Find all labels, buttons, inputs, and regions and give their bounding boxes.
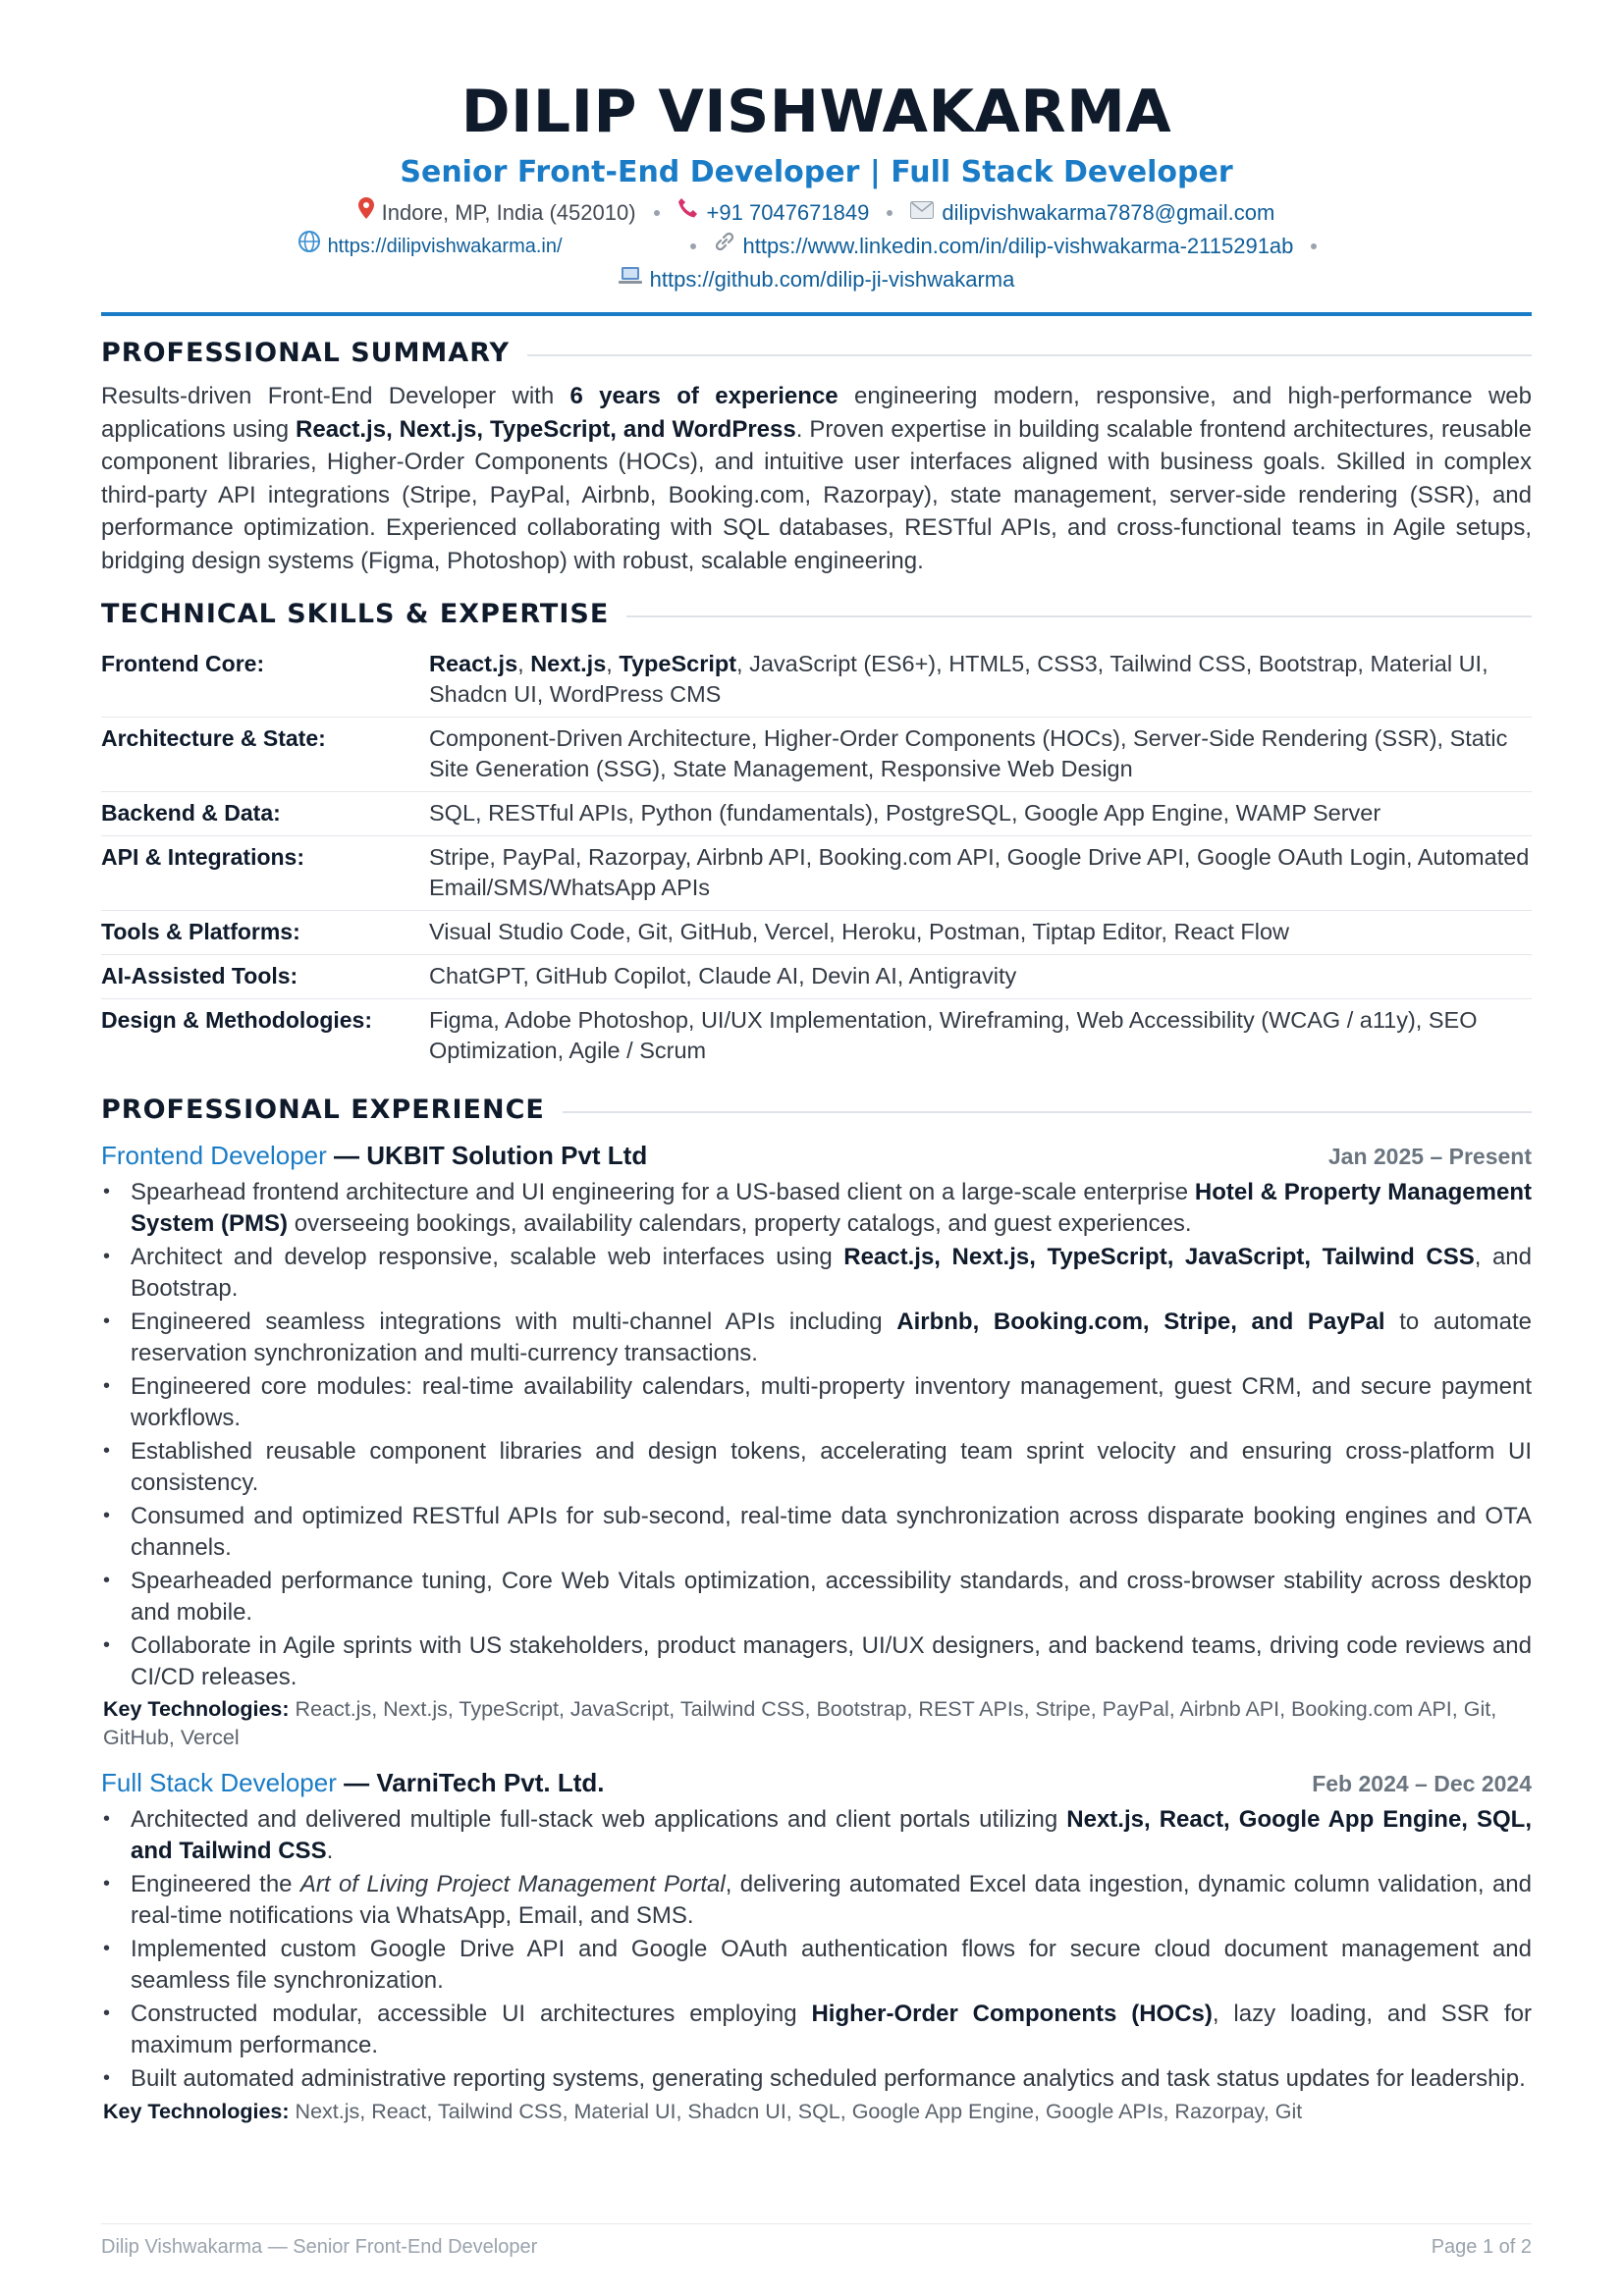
page-number: Page 1 of 2 [1431, 2236, 1532, 2258]
bullet-text [131, 1999, 1532, 2060]
bullet-item [101, 1869, 1532, 1931]
bullet-marker: • [103, 1310, 111, 1332]
website-link[interactable]: https://dilipvishwakarma.in/ [327, 236, 563, 257]
bullet-text [131, 1804, 1532, 1866]
summary-emphasis: 6 years of experience [569, 383, 839, 409]
job-bullets [101, 1804, 1532, 2095]
bullet-segment: Higher-Order Components (HOCs) [811, 2001, 1213, 2027]
bullet-marker: • [103, 1181, 111, 1202]
candidate-name: DILIP VISHWAKARMA [460, 78, 1172, 146]
bullet-segment: Established reusable component libraries and design tokens, accelerating team sprint velocity and ensuring cross-platform UI consistency. [131, 1438, 1532, 1496]
link-icon [714, 230, 735, 263]
contact-row-2 [101, 230, 1532, 263]
location-text: Indore, MP, India (452010) [381, 200, 636, 225]
job-company: — UKBIT Solution Pvt Ltd [326, 1141, 648, 1170]
section-rule [527, 354, 1532, 356]
bullet-marker: • [103, 1505, 111, 1526]
skill-text: Visual Studio Code, Git, GitHub, Vercel, Heroku, Postman, Tiptap Editor, React Flow [429, 919, 1290, 944]
job-company: — VarniTech Pvt. Ltd. [336, 1768, 605, 1797]
pin-icon [358, 196, 374, 230]
linkedin-item[interactable] [714, 230, 1294, 263]
contact-row-3 [101, 263, 1532, 296]
bullet-item [101, 1307, 1532, 1368]
bullet-marker: • [103, 1873, 111, 1895]
job-bullets [101, 1177, 1532, 1692]
bullet-segment: Engineered the [131, 1871, 300, 1897]
github-link[interactable]: https://github.com/dilip-ji-vishwakarma [649, 267, 1015, 292]
skill-label: Design & Methodologies: [101, 1007, 372, 1033]
summary-title: PROFESSIONAL SUMMARY [101, 338, 511, 368]
skill-value [429, 842, 1532, 903]
globe-icon [298, 230, 320, 263]
bullet-segment: Hotel & Property Management System (PMS) [131, 1179, 1532, 1237]
skill-row [101, 718, 1532, 792]
bullet-marker: • [103, 1246, 111, 1267]
bullet-segment: . [326, 1837, 334, 1864]
skill-row [101, 955, 1532, 999]
linkedin-link[interactable]: https://www.linkedin.com/in/dilip-vishwakarma-2115291ab [742, 234, 1294, 258]
key-technologies-label: Key Technologies: [103, 2099, 290, 2123]
bullet-segment: React.js, Next.js, TypeScript, JavaScript, Tailwind CSS [843, 1244, 1475, 1270]
bullet-marker: • [103, 2002, 111, 2024]
bullet-text [131, 1436, 1532, 1498]
job-role: Frontend Developer [101, 1141, 327, 1170]
bullet-segment: Engineered seamless integrations with multi-channel APIs including [131, 1308, 897, 1335]
job-dates: Feb 2024 – Dec 2024 [1312, 1771, 1532, 1796]
bullet-marker: • [103, 1375, 111, 1397]
bullet-marker: • [103, 2067, 111, 2089]
footer-left: Dilip Vishwakarma — Senior Front-End Developer [101, 2236, 538, 2258]
skill-label: Backend & Data: [101, 800, 281, 826]
skill-row [101, 792, 1532, 836]
phone-link[interactable]: +91 7047671849 [706, 200, 870, 225]
job-title [101, 1768, 604, 1798]
skill-value [429, 798, 1532, 828]
bullet-segment: Architected and delivered multiple full-stack web applications and client portals utilizing [131, 1806, 1067, 1833]
bullet-item [101, 1177, 1532, 1239]
skill-value [429, 961, 1532, 991]
skill-label: API & Integrations: [101, 844, 305, 870]
bullet-item [101, 2063, 1532, 2095]
skill-label: AI-Assisted Tools: [101, 963, 298, 988]
bullet-segment: Spearhead frontend architecture and UI engineering for a US-based client on a large-scale enterprise [131, 1179, 1195, 1205]
github-item[interactable] [619, 263, 1015, 296]
section-rule [563, 1111, 1532, 1113]
bullet-segment: Art of Living Project Management Portal [299, 1871, 726, 1897]
bullet-item [101, 1804, 1532, 1866]
key-technologies-list: React.js, Next.js, TypeScript, JavaScript, Tailwind CSS, Bootstrap, REST APIs, Stripe, PayPal, Airbnb API, Booking.com API, Git, GitHub, Vercel [103, 1697, 1497, 1749]
job-role: Full Stack Developer [101, 1768, 337, 1797]
skill-text: Figma, Adobe Photoshop, UI/UX Implementation, Wireframing, Web Accessibility (WCAG / a11y), SEO Optimization, Agile / Scrum [429, 1007, 1478, 1063]
summary-text: . Proven expertise in building scalable frontend architectures, reusable component libraries, Higher-Order Components (HOCs), and intuitive user interfaces aligned with business goals. Skilled in complex third-party API integrations (Stripe, PayPal, Airbnb, Booking.com, Razorpay), state management, server-side rendering (SSR), and performance optimization. Experienced collaborating with SQL databases, RESTful APIs, and cross-functional teams in Agile setups, bridging design systems (Figma, Photoshop) with robust, scalable engineering. [101, 415, 1533, 574]
website-item[interactable] [298, 230, 563, 263]
key-technologies [101, 1695, 1532, 1752]
email-item[interactable] [910, 196, 1274, 230]
skill-row [101, 836, 1532, 911]
skill-row [101, 999, 1532, 1073]
skill-text: Stripe, PayPal, Razorpay, Airbnb API, Booking.com API, Google Drive API, Google OAuth Login, Automated Email/SMS/WhatsApp APIs [429, 844, 1530, 900]
bullet-text [131, 1934, 1532, 1996]
candidate-title: Senior Front-End Developer | Full Stack Developer [400, 155, 1233, 189]
bullet-segment: Next.js, React, Google App Engine, SQL, and Tailwind CSS [131, 1806, 1532, 1864]
key-technologies-list: Next.js, React, Tailwind CSS, Material UI, Shadcn UI, SQL, Google App Engine, Google APIs, Razorpay, Git [289, 2099, 1303, 2123]
bullet-text [131, 1630, 1532, 1692]
contact-row-1 [101, 196, 1532, 230]
bullet-item [101, 1501, 1532, 1563]
skill-label: Frontend Core: [101, 651, 265, 676]
skill-text: ChatGPT, GitHub Copilot, Claude AI, Devin AI, Antigravity [429, 963, 1017, 988]
email-link[interactable]: dilipvishwakarma7878@gmail.com [942, 200, 1275, 225]
bullet-segment: , lazy loading, and SSR for maximum performance. [131, 2001, 1533, 2058]
bullet-segment: to automate reservation synchronization and multi-currency transactions. [131, 1308, 1532, 1366]
job-title [101, 1141, 647, 1171]
separator-dot [690, 243, 696, 249]
bullet-segment: Engineered core modules: real-time availability calendars, multi-property inventory management, guest CRM, and secure payment workflows. [131, 1373, 1532, 1431]
bullet-segment: Implemented custom Google Drive API and Google OAuth authentication flows for secure cloud document management and seamless file synchronization. [131, 1936, 1532, 1994]
bullet-text [131, 1307, 1532, 1368]
skill-value [429, 917, 1532, 947]
bullet-item [101, 1999, 1532, 2060]
skill-row [101, 643, 1532, 718]
skill-emphasis: React.js [429, 651, 518, 676]
bullet-segment: Airbnb, Booking.com, Stripe, and PayPal [896, 1308, 1385, 1335]
job-dates: Jan 2025 – Present [1327, 1144, 1532, 1169]
skill-emphasis: TypeScript [619, 651, 737, 676]
bullet-text [131, 1371, 1532, 1433]
skill-text: , JavaScript (ES6+), HTML5, CSS3, Tailwind CSS, Bootstrap, Material UI, Shadcn UI, WordPress CMS [429, 651, 1488, 707]
mail-icon [910, 196, 934, 230]
skill-value [429, 723, 1532, 784]
bullet-marker: • [103, 1440, 111, 1462]
job-header [101, 1768, 1532, 1798]
skills-title: TECHNICAL SKILLS & EXPERTISE [101, 599, 610, 629]
bullet-segment: , delivering automated Excel data ingestion, dynamic column validation, and real-time notifications via WhatsApp, Email, and SMS. [131, 1871, 1532, 1929]
header-divider [101, 312, 1532, 316]
phone-item[interactable] [677, 196, 870, 230]
resume-page [101, 0, 1532, 2126]
bullet-segment: Built automated administrative reporting systems, generating scheduled performance analytics and task status updates for leadership. [131, 2065, 1526, 2092]
job-header [101, 1141, 1532, 1171]
bullet-segment: Collaborate in Agile sprints with US stakeholders, product managers, UI/UX designers, and backend teams, driving code reviews and CI/CD releases. [131, 1632, 1532, 1690]
skill-row [101, 911, 1532, 955]
bullet-marker: • [103, 1570, 111, 1591]
skill-text: SQL, RESTful APIs, Python (fundamentals), PostgreSQL, Google App Engine, WAMP Server [429, 800, 1381, 826]
bullet-segment: overseeing bookings, availability calendars, property catalogs, and guest experiences. [288, 1209, 1192, 1237]
bullet-segment: Consumed and optimized RESTful APIs for sub-second, real-time data synchronization across disparate booking engines and OTA channels. [131, 1503, 1532, 1561]
bullet-text [131, 1869, 1532, 1931]
skill-value [429, 1005, 1532, 1066]
skill-value: React.js, Next.js, TypeScript, JavaScript (ES6+), HTML5, CSS3, Tailwind CSS, Bootstrap, Material UI, Shadcn UI, WordPress CMS [429, 651, 1488, 707]
skill-emphasis: Next.js [530, 651, 607, 676]
bullet-item [101, 1566, 1532, 1628]
bullet-text [131, 1566, 1532, 1628]
bullet-text [131, 1242, 1532, 1304]
bullet-text [131, 1177, 1532, 1239]
key-technologies-label: Key Technologies: [103, 1697, 290, 1721]
section-rule [626, 615, 1532, 617]
bullet-segment: Constructed modular, accessible UI architectures employing [131, 2001, 812, 2027]
skills-heading [101, 599, 1532, 629]
summary-text: engineering modern, responsive, and high-performance web applications using [101, 383, 1533, 443]
bullet-segment: Architect and develop responsive, scalable web interfaces using [131, 1244, 844, 1270]
page-footer [101, 2223, 1532, 2259]
bullet-item [101, 1371, 1532, 1433]
bullet-text [131, 2063, 1532, 2095]
location-item [358, 196, 636, 230]
separator-dot [654, 210, 660, 216]
experience-heading [101, 1095, 1532, 1125]
skills-table [101, 643, 1532, 1073]
separator-dot [887, 210, 893, 216]
experience-title: PROFESSIONAL EXPERIENCE [101, 1095, 545, 1125]
summary-paragraph [101, 380, 1532, 577]
bullet-text [131, 1501, 1532, 1563]
summary-emphasis: React.js, Next.js, TypeScript, and WordPress [296, 415, 796, 443]
bullet-segment: Spearheaded performance tuning, Core Web Vitals optimization, accessibility standards, and cross-browser stability across desktop and mobile. [131, 1568, 1532, 1626]
separator-dot [1311, 243, 1317, 249]
bullet-item [101, 1630, 1532, 1692]
bullet-marker: • [103, 1938, 111, 1959]
bullet-segment: , and Bootstrap. [131, 1244, 1532, 1302]
bullet-item [101, 1934, 1532, 1996]
summary-text: Results-driven Front-End Developer with [101, 383, 570, 409]
phone-icon [677, 196, 699, 230]
bullet-item [101, 1242, 1532, 1304]
experience-list [101, 1141, 1532, 2126]
laptop-icon [619, 263, 642, 296]
skill-text: Component-Driven Architecture, Higher-Order Components (HOCs), Server-Side Rendering (SSR), Static Site Generation (SSG), State Management, Responsive Web Design [429, 725, 1508, 781]
bullet-marker: • [103, 1634, 111, 1656]
skill-label: Tools & Platforms: [101, 919, 300, 944]
skill-label: Architecture & State: [101, 725, 326, 751]
summary-heading [101, 338, 1532, 368]
bullet-item [101, 1436, 1532, 1498]
bullet-marker: • [103, 1808, 111, 1830]
key-technologies [101, 2098, 1532, 2126]
